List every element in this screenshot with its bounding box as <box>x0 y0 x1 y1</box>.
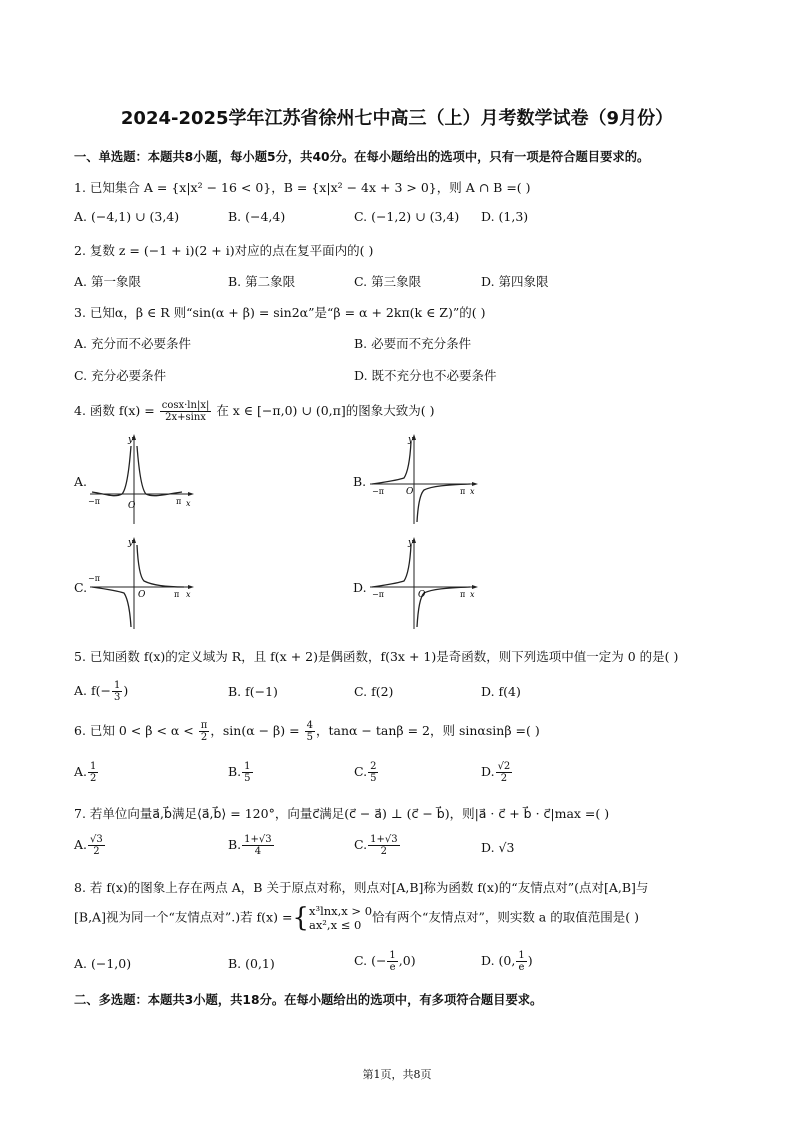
question-7-option-d[interactable]: D. √3 <box>481 840 515 855</box>
question-7-stem: 7. 若单位向量a⃗,b⃗满足⟨a⃗,b⃗⟩ = 120°，向量c⃗满足(c⃗ − a⃗) ⊥ (c⃗ − b⃗)，则|a⃗ · c⃗ + b⃗ · c⃗|max =( ) <box>74 806 610 821</box>
graph-a-origin: O <box>128 501 136 511</box>
question-8-cases <box>309 904 372 932</box>
graph-c-origin: O <box>138 590 146 600</box>
question-7-option-c[interactable] <box>354 834 401 857</box>
graph-c-neg-pi: −π <box>88 574 100 583</box>
graph-b-pi: π <box>460 487 466 496</box>
question-7-option-c-fraction <box>368 834 399 857</box>
question-7-option-b[interactable] <box>228 834 275 857</box>
question-6-fraction-2 <box>305 720 315 743</box>
question-6-option-a-num: 1 <box>90 761 97 772</box>
question-5-option-a-fraction <box>112 680 122 703</box>
graph-d-y-label: y <box>408 538 414 548</box>
graph-d-x-label: x <box>470 590 475 599</box>
question-8-option-c-suffix: ,0) <box>398 953 416 968</box>
graph-b-neg-pi: −π <box>372 487 384 496</box>
question-4-stem <box>74 400 434 423</box>
question-6-option-c-label: C. <box>354 764 368 779</box>
question-2-option-a[interactable]: A. 第一象限 <box>74 274 141 289</box>
question-8-case-2: ax²,x ≤ 0 <box>308 918 362 932</box>
question-7-option-b-label: B. <box>228 837 242 852</box>
question-6-option-d[interactable] <box>481 761 513 784</box>
question-6-option-c-fraction <box>368 761 378 784</box>
question-5-option-a-num: 1 <box>113 680 121 691</box>
question-6-option-b-label: B. <box>228 764 242 779</box>
question-6-option-d-fraction <box>496 761 513 784</box>
question-7-option-a[interactable] <box>74 834 106 857</box>
question-4-option-b[interactable]: B. <box>353 474 367 489</box>
question-6-option-d-num: √2 <box>497 761 511 772</box>
graph-a-y-label: y <box>128 435 134 445</box>
question-3-option-c[interactable]: C. 充分必要条件 <box>74 368 167 383</box>
question-7-option-b-num: 1+√3 <box>244 834 272 845</box>
question-4-option-d[interactable]: D. <box>353 580 367 595</box>
question-8-option-b[interactable]: B. (0,1) <box>228 956 275 971</box>
question-5-option-a-suffix: ) <box>123 683 129 698</box>
question-5-option-a-den: 3 <box>113 692 121 703</box>
question-8-option-c-prefix: C. (− <box>354 953 387 968</box>
question-6-option-d-label: D. <box>481 764 495 779</box>
question-6-option-b[interactable] <box>228 761 254 784</box>
question-3-stem: 3. 已知α，β ∈ R 则“sin(α + β) = sin2α”是“β = α + 2kπ(k ∈ Z)”的( ) <box>74 305 486 320</box>
graph-b-x-label: x <box>470 487 475 496</box>
question-8-line-2 <box>74 904 639 932</box>
question-6-option-c-num: 2 <box>370 761 377 772</box>
question-7-option-b-den: 4 <box>254 846 262 857</box>
graph-option-a[interactable] <box>86 432 196 527</box>
question-6-option-c[interactable] <box>354 761 379 784</box>
question-7-option-a-den: 2 <box>93 846 100 857</box>
question-6-fraction-1 <box>199 720 210 743</box>
graph-d-pi: π <box>460 590 466 599</box>
graph-d-neg-pi: −π <box>372 590 384 599</box>
question-6-option-a-label: A. <box>74 764 88 779</box>
question-5-option-a[interactable] <box>74 680 128 703</box>
question-4-option-a[interactable]: A. <box>74 474 88 489</box>
question-6-option-d-den: 2 <box>500 773 508 784</box>
graph-option-c[interactable] <box>86 535 196 633</box>
question-1-option-b[interactable]: B. (−4,4) <box>228 209 286 224</box>
question-4-prefix: 4. 函数 f(x) = <box>74 403 155 418</box>
question-8-case-1: x³lnx,x > 0 <box>308 904 373 918</box>
graph-b-y-label: y <box>408 435 414 445</box>
question-8-option-d-num: 1 <box>518 950 525 961</box>
question-6-fraction-1-den: 2 <box>200 732 208 743</box>
question-7-option-c-den: 2 <box>380 846 388 857</box>
question-7-option-a-fraction <box>88 834 105 857</box>
question-1-stem: 1. 已知集合 A = {x|x² − 16 < 0}，B = {x|x² − 4x + 3 > 0}，则 A ∩ B =( ) <box>74 180 531 195</box>
question-6-option-a[interactable] <box>74 761 99 784</box>
question-6-option-a-fraction <box>88 761 98 784</box>
question-8-option-c-num: 1 <box>389 950 396 961</box>
question-8-option-d-prefix: D. (0, <box>481 953 516 968</box>
graph-a-x-label: x <box>186 499 191 508</box>
question-6-option-c-den: 5 <box>370 773 377 784</box>
question-5-option-a-prefix: A. f(− <box>74 683 111 698</box>
question-8-line-2-prefix: [B,A]视为同一个“友情点对”.)若 f(x) = <box>74 909 293 925</box>
question-6-option-b-num: 1 <box>244 761 251 772</box>
question-3-option-a[interactable]: A. 充分而不必要条件 <box>74 336 191 351</box>
question-4-suffix: 在 x ∈ [−π,0) ∪ (0,π]的图象大致为( ) <box>216 403 435 418</box>
question-7-option-a-num: √3 <box>90 834 103 845</box>
question-6-part-2: ，sin(α − β) = <box>210 723 300 738</box>
question-1-option-c[interactable]: C. (−1,2) ∪ (3,4) <box>354 209 460 224</box>
question-6-option-b-den: 5 <box>244 773 251 784</box>
question-4-fraction <box>160 400 212 423</box>
question-4-numerator: cosx·ln|x| <box>161 400 210 411</box>
graph-b-origin: O <box>406 487 414 497</box>
question-5-option-c[interactable]: C. f(2) <box>354 684 394 699</box>
graph-c-x-label: x <box>186 590 191 599</box>
question-8-line-2-suffix: 恰有两个“友情点对”，则实数 a 的取值范围是( ) <box>372 909 639 925</box>
question-4-denominator: 2x+sinx <box>165 412 206 423</box>
question-8-option-c-fraction <box>387 950 397 973</box>
question-2-stem: 2. 复数 z = (−1 + i)(2 + i)对应的点在复平面内的( ) <box>74 243 374 258</box>
question-8-brace: { <box>292 903 309 933</box>
question-8-option-d-suffix: ) <box>527 953 533 968</box>
question-3-option-d[interactable]: D. 既不充分也不必要条件 <box>354 368 497 383</box>
question-1-option-a[interactable]: A. (−4,1) ∪ (3,4) <box>74 209 180 224</box>
question-8-option-c[interactable] <box>354 950 416 973</box>
graph-c-y-label: y <box>128 538 134 548</box>
graph-option-b[interactable] <box>366 432 480 527</box>
question-6-stem <box>74 720 540 743</box>
question-6-part-1: 6. 已知 0 < β < α < <box>74 723 194 738</box>
question-2-option-c[interactable]: C. 第三象限 <box>354 274 422 289</box>
question-8-option-c-den: e <box>389 962 396 973</box>
question-8-option-d[interactable] <box>481 950 533 973</box>
question-6-part-3: ，tanα − tanβ = 2，则 sinαsinβ =( ) <box>315 723 540 738</box>
question-6-option-b-fraction <box>242 761 252 784</box>
graph-d-origin: O <box>418 590 426 600</box>
question-4-option-c[interactable]: C. <box>74 580 88 595</box>
question-8-option-d-den: e <box>518 962 525 973</box>
question-2-option-b[interactable]: B. 第二象限 <box>228 274 296 289</box>
graph-c-pi: π <box>174 590 180 599</box>
question-6-option-a-den: 2 <box>90 773 97 784</box>
question-6-fraction-1-num: π <box>200 720 208 731</box>
question-8-option-a[interactable]: A. (−1,0) <box>74 956 132 971</box>
question-7-option-a-label: A. <box>74 837 88 852</box>
graph-option-d[interactable] <box>366 535 480 633</box>
question-7-option-b-fraction <box>242 834 273 857</box>
question-6-fraction-2-den: 5 <box>306 732 313 743</box>
question-6-fraction-2-num: 4 <box>306 720 313 731</box>
question-3-option-b[interactable]: B. 必要而不充分条件 <box>354 336 472 351</box>
question-2-option-d[interactable]: D. 第四象限 <box>481 274 549 289</box>
graph-a-pi: π <box>176 497 182 506</box>
question-7-option-c-label: C. <box>354 837 368 852</box>
question-8-line-1: 8. 若 f(x)的图象上存在两点 A，B 关于原点对称，则点对[A,B]称为函数 f(x)的“友情点对”(点对[A,B]与 <box>74 880 649 895</box>
page-title: 2024-2025学年江苏省徐州七中高三（上）月考数学试卷（9月份） <box>120 108 674 129</box>
page-footer: 第1页，共8页 <box>362 1068 432 1081</box>
question-8-option-d-fraction <box>516 950 526 973</box>
question-5-stem: 5. 已知函数 f(x)的定义域为 R，且 f(x + 2)是偶函数，f(3x + 1)是奇函数，则下列选项中值一定为 0 的是( ) <box>74 649 679 664</box>
question-5-option-b[interactable]: B. f(−1) <box>228 684 278 699</box>
section-heading-single-choice: 一、单选题：本题共8小题，每小题5分，共40分。在每小题给出的选项中，只有一项是符合题目要求的。 <box>74 150 650 164</box>
question-1-option-d[interactable]: D. (1,3) <box>481 209 529 224</box>
graph-a-neg-pi: −π <box>88 497 100 506</box>
section-heading-multiple-choice: 二、多选题：本题共3小题，共18分。在每小题给出的选项中，有多项符合题目要求。 <box>74 993 543 1007</box>
question-5-option-d[interactable]: D. f(4) <box>481 684 521 699</box>
question-7-option-c-num: 1+√3 <box>370 834 398 845</box>
